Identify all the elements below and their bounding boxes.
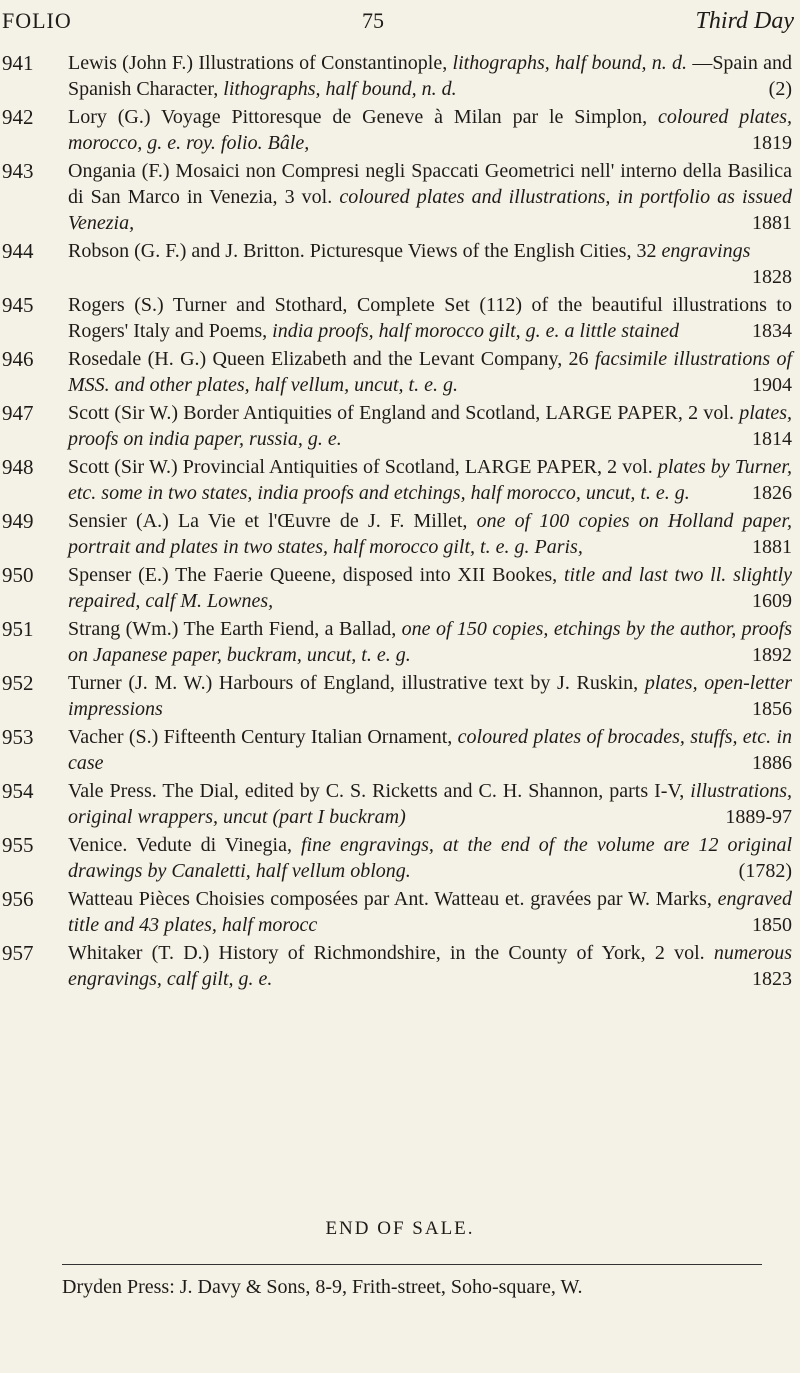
- lot-title: Robson (G. F.) and J. Britton. Picturesque Views of the English Cities, 32: [68, 240, 657, 262]
- lot-number: 951: [2, 617, 34, 641]
- lot-date: 1856: [752, 698, 792, 720]
- lot-title: Strang (Wm.) The Earth Fiend, a Ballad,: [68, 618, 397, 640]
- lot-date: 1881: [752, 536, 792, 558]
- lot-description: [68, 50, 792, 102]
- lot-title: Ongania (F.) Mosaici non Compresi negli Spaccati Geometrici nell' interno della Basilica di San Marco in Venezia, 3 vol.: [68, 160, 792, 208]
- lot-title: Watteau Pièces Choisies composées par Ant. Watteau et. gravées par W. Marks,: [68, 888, 712, 910]
- lot-entry: [0, 104, 792, 156]
- lot-number: 953: [2, 725, 34, 749]
- lot-title: Vacher (S.) Fifteenth Century Italian Ornament,: [68, 726, 453, 748]
- lot-details-secondary: lithographs, half bound, n. d.: [223, 78, 457, 100]
- lot-details: plates by Turner, etc. some in two states, india proofs and etchings, half morocco, uncut, t. e. g.: [68, 456, 792, 504]
- lot-description: [68, 616, 792, 668]
- lot-number: 956: [2, 887, 34, 911]
- lot-date: (1782): [738, 860, 792, 882]
- lot-title: Lewis (John F.) Illustrations of Constantinople,: [68, 52, 448, 74]
- lot-number: 954: [2, 779, 34, 803]
- lot-date: 1819: [752, 132, 792, 154]
- printer-imprint: Dryden Press: J. Davy & Sons, 8-9, Frith-street, Soho-square, W.: [62, 1276, 583, 1298]
- page-number: 75: [362, 8, 384, 33]
- lot-entry: [0, 508, 792, 560]
- lot-entry: [0, 454, 792, 506]
- lot-title: Rosedale (H. G.) Queen Elizabeth and the Levant Company, 26: [68, 348, 589, 370]
- lot-number: 952: [2, 671, 34, 695]
- lot-number: 941: [2, 51, 34, 75]
- lot-date: (2): [768, 78, 792, 100]
- lot-entry: [0, 940, 792, 992]
- lot-date: 1834: [752, 320, 792, 342]
- lot-description: [68, 832, 792, 884]
- lot-number: 946: [2, 347, 34, 371]
- lot-details: facsimile illustrations of MSS. and other plates, half vellum, uncut, t. e. g.: [68, 348, 793, 396]
- lot-description: [68, 724, 792, 776]
- lot-description: [68, 940, 792, 992]
- lot-details: engraved title and 43 plates, half morocc: [68, 888, 793, 936]
- lot-entry: [0, 158, 792, 236]
- lot-entry: [0, 886, 792, 938]
- lot-description: [68, 104, 792, 156]
- lot-description: [68, 670, 792, 722]
- lot-description: [68, 158, 792, 236]
- end-of-sale: END OF SALE.: [325, 1218, 475, 1239]
- lot-details: plates, open-letter impressions: [68, 672, 792, 720]
- lot-entry: [0, 562, 792, 614]
- lot-number: 957: [2, 941, 34, 965]
- lot-number: 950: [2, 563, 34, 587]
- lot-entry: [0, 346, 792, 398]
- lot-date: 1814: [752, 428, 792, 450]
- lot-date: 1892: [752, 644, 792, 666]
- lot-description: [68, 238, 792, 290]
- lot-entry: [0, 778, 792, 830]
- lot-date: 1826: [752, 482, 792, 504]
- lot-description: [68, 400, 792, 452]
- lot-details: engravings: [661, 240, 751, 262]
- lot-list: [0, 50, 792, 994]
- lot-entry: [0, 292, 792, 344]
- lot-entry: [0, 724, 792, 776]
- lot-description: [68, 886, 792, 938]
- lot-date: 1904: [752, 374, 792, 396]
- lot-number: 948: [2, 455, 34, 479]
- lot-title: Whitaker (T. D.) History of Richmondshire, in the County of York, 2 vol.: [68, 942, 705, 964]
- lot-title: Sensier (A.) La Vie et l'Œuvre de J. F. Millet,: [68, 510, 468, 532]
- lot-details: lithographs, half bound, n. d.: [452, 52, 688, 74]
- lot-number: 955: [2, 833, 34, 857]
- lot-description: [68, 508, 792, 560]
- lot-description: [68, 778, 792, 830]
- lot-title: Scott (Sir W.) Provincial Antiquities of Scotland, LARGE PAPER, 2 vol.: [68, 456, 653, 478]
- lot-entry: [0, 50, 792, 102]
- lot-title: Lory (G.) Voyage Pittoresque de Geneve à Milan par le Simplon,: [68, 106, 648, 128]
- lot-description: [68, 454, 792, 506]
- lot-title: Spenser (E.) The Faerie Queene, disposed into XII Bookes,: [68, 564, 558, 586]
- lot-description: [68, 346, 792, 398]
- lot-description: [68, 562, 792, 614]
- lot-number: 943: [2, 159, 34, 183]
- lot-description: [68, 292, 792, 344]
- lot-details: coloured plates of brocades, stuffs, etc. in case: [68, 726, 793, 774]
- page-header: [2, 4, 794, 44]
- lot-number: 944: [2, 239, 34, 263]
- lot-title: Vale Press. The Dial, edited by C. S. Ricketts and C. H. Shannon, parts I-V,: [68, 780, 685, 802]
- lot-date: 1828: [752, 266, 792, 288]
- lot-details: one of 100 copies on Holland paper, portrait and plates in two states, half morocco gilt, t. e. g. Paris,: [68, 510, 793, 558]
- lot-date: 1889-97: [725, 806, 792, 828]
- lot-title: Venice. Vedute di Vinegia,: [68, 834, 292, 856]
- header-day: Third Day: [695, 8, 794, 34]
- lot-details: title and last two ll. slightly repaired, calf M. Lownes,: [68, 564, 793, 612]
- lot-date: 1850: [752, 914, 792, 936]
- lot-date: 1609: [752, 590, 792, 612]
- lot-title: Turner (J. M. W.) Harbours of England, illustrative text by J. Ruskin,: [68, 672, 639, 694]
- lot-number: 945: [2, 293, 34, 317]
- lot-details: numerous engravings, calf gilt, g. e.: [68, 942, 792, 990]
- lot-title: Scott (Sir W.) Border Antiquities of England and Scotland, LARGE PAPER, 2 vol.: [68, 402, 734, 424]
- lot-details: india proofs, half morocco gilt, g. e. a little stained: [272, 320, 679, 342]
- lot-entry: [0, 670, 792, 722]
- lot-number: 947: [2, 401, 34, 425]
- lot-details: plates, proofs on india paper, russia, g. e.: [68, 402, 793, 450]
- lot-details: coloured plates, morocco, g. e. roy. folio. Bâle,: [68, 106, 793, 154]
- lot-date: 1881: [752, 212, 792, 234]
- lot-title: Rogers (S.) Turner and Stothard, Complete Set (112) of the beautiful illustrations to Rogers' Italy and Poems,: [68, 294, 792, 342]
- lot-title-secondary: —Spain and Spanish Character,: [68, 52, 793, 100]
- lot-details: one of 150 copies, etchings by the author, proofs on Japanese paper, buckram, uncut, t. e. g.: [68, 618, 793, 666]
- divider: [62, 1264, 762, 1265]
- lot-entry: [0, 616, 792, 668]
- lot-entry: [0, 400, 792, 452]
- lot-number: 949: [2, 509, 34, 533]
- lot-entry: [0, 238, 792, 290]
- lot-date: 1886: [752, 752, 792, 774]
- lot-details: fine engravings, at the end of the volume are 12 original drawings by Canaletti, half vellum oblong.: [68, 834, 793, 882]
- header-folio: FOLIO: [2, 8, 72, 33]
- lot-entry: [0, 832, 792, 884]
- lot-number: 942: [2, 105, 34, 129]
- lot-date: 1823: [752, 968, 792, 990]
- lot-details: illustrations, original wrappers, uncut (part I buckram): [68, 780, 792, 828]
- lot-details: coloured plates and illustrations, in portfolio as issued Venezia,: [68, 186, 793, 234]
